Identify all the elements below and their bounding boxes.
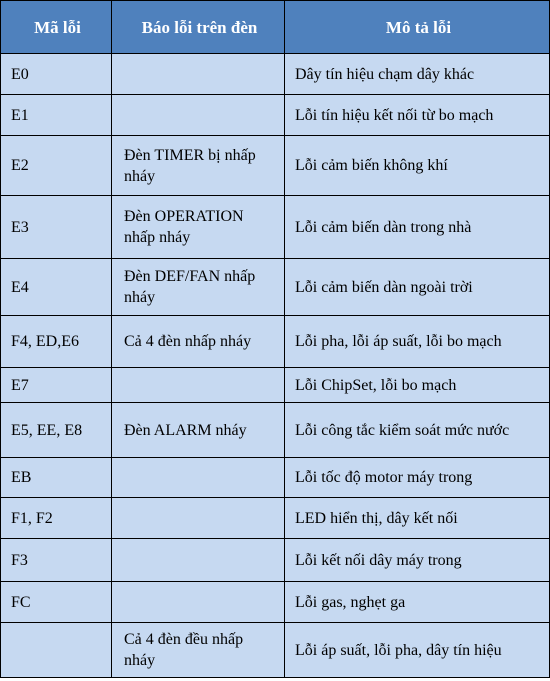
table-header-row	[1, 1, 550, 54]
cell-error-description: Lỗi gas, nghẹt ga	[285, 582, 550, 623]
cell-error-code: E2	[1, 136, 112, 196]
table-row	[1, 403, 550, 458]
cell-light-indicator: Đèn DEF/FAN nhấp nháy	[112, 259, 285, 316]
cell-error-description: Dây tín hiệu chạm dây khác	[285, 54, 550, 95]
table-row	[1, 136, 550, 196]
cell-error-code: EB	[1, 458, 112, 498]
table-row	[1, 582, 550, 623]
table-row	[1, 316, 550, 368]
cell-light-indicator: Đèn OPERATION nhấp nháy	[112, 196, 285, 259]
cell-light-indicator	[112, 458, 285, 498]
table-row	[1, 458, 550, 498]
cell-error-code: E3	[1, 196, 112, 259]
table-row	[1, 95, 550, 136]
cell-error-description: Lỗi tốc độ motor máy trong	[285, 458, 550, 498]
cell-error-description: Lỗi cảm biến không khí	[285, 136, 550, 196]
cell-error-description: LED hiển thị, dây kết nối	[285, 498, 550, 539]
cell-error-description: Lỗi công tắc kiểm soát mức nước	[285, 403, 550, 458]
cell-error-code	[1, 623, 112, 678]
cell-light-indicator	[112, 498, 285, 539]
cell-light-indicator: Cả 4 đèn nhấp nháy	[112, 316, 285, 368]
cell-error-code: E5, EE, E8	[1, 403, 112, 458]
cell-error-description: Lỗi cảm biến dàn trong nhà	[285, 196, 550, 259]
cell-light-indicator: Cả 4 đèn đều nhấp nháy	[112, 623, 285, 678]
cell-light-indicator	[112, 368, 285, 403]
table-row	[1, 259, 550, 316]
cell-error-description: Lỗi áp suất, lỗi pha, dây tín hiệu	[285, 623, 550, 678]
table-row	[1, 54, 550, 95]
header-light-indicator: Báo lỗi trên đèn	[112, 1, 285, 54]
cell-error-code: F1, F2	[1, 498, 112, 539]
cell-error-description: Lỗi tín hiệu kết nối từ bo mạch	[285, 95, 550, 136]
cell-error-code: F3	[1, 539, 112, 582]
cell-light-indicator	[112, 95, 285, 136]
table-row	[1, 623, 550, 678]
cell-error-code: E4	[1, 259, 112, 316]
cell-error-code: FC	[1, 582, 112, 623]
cell-error-code: E7	[1, 368, 112, 403]
table-row	[1, 539, 550, 582]
cell-light-indicator: Đèn TIMER bị nhấp nháy	[112, 136, 285, 196]
cell-light-indicator	[112, 582, 285, 623]
cell-light-indicator	[112, 539, 285, 582]
cell-error-description: Lỗi cảm biến dàn ngoài trời	[285, 259, 550, 316]
cell-light-indicator	[112, 54, 285, 95]
cell-error-code: E1	[1, 95, 112, 136]
cell-error-description: Lỗi ChipSet, lỗi bo mạch	[285, 368, 550, 403]
header-error-description: Mô tả lỗi	[285, 1, 550, 54]
header-error-code: Mã lỗi	[1, 1, 112, 54]
cell-error-code: F4, ED,E6	[1, 316, 112, 368]
table-row	[1, 368, 550, 403]
table-row	[1, 196, 550, 259]
cell-error-description: Lỗi kết nối dây máy trong	[285, 539, 550, 582]
cell-error-code: E0	[1, 54, 112, 95]
cell-error-description: Lỗi pha, lỗi áp suất, lỗi bo mạch	[285, 316, 550, 368]
table-row	[1, 498, 550, 539]
cell-light-indicator: Đèn ALARM nháy	[112, 403, 285, 458]
